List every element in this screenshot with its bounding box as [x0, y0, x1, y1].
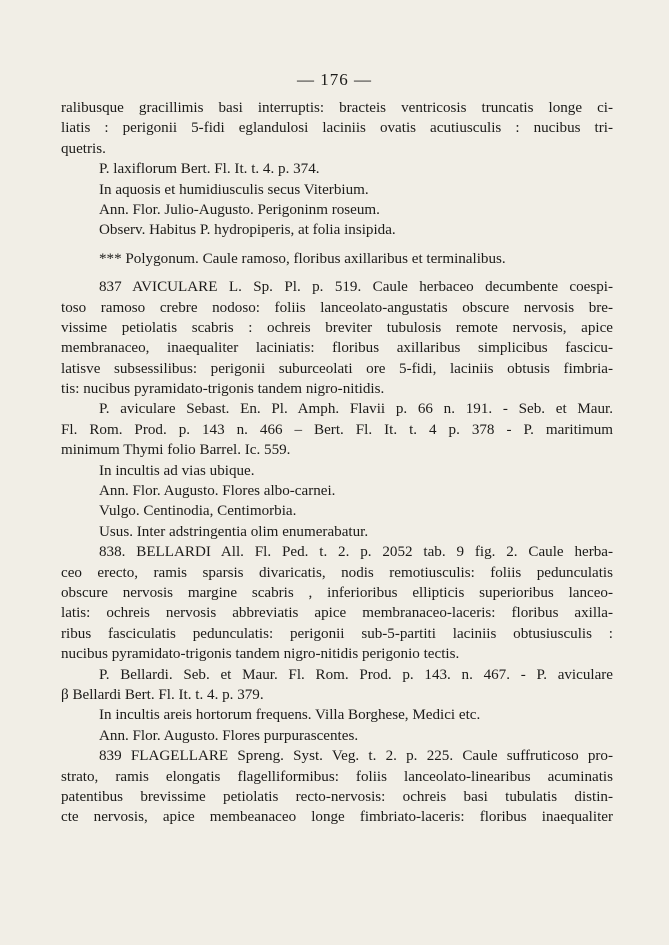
body-text: [61, 98, 613, 828]
text-line: latisve subsessilibus: perigonii suburceolati ore 5-fidi, laciniis obtusis fimbria-: [61, 360, 613, 377]
species-heading-837: 837 AVICULARE L. Sp. Pl. p. 519. Caule herbaceo decumbente coespi-: [99, 279, 613, 296]
species-heading-838: 838. BELLARDI All. Fl. Ped. t. 2. p. 2052 tab. 9 fig. 2. Caule herba-: [99, 544, 613, 561]
text-line: minimum Thymi folio Barrel. Ic. 559.: [61, 442, 291, 459]
section-heading: *** Polygonum. Caule ramoso, floribus axillaribus et terminalibus.: [99, 250, 506, 267]
text-line: Ann. Flor. Augusto. Flores albo-carnei.: [99, 483, 336, 500]
page-number: — 176 —: [297, 70, 372, 89]
text-line: β Bellardi Bert. Fl. It. t. 4. p. 379.: [61, 686, 264, 703]
text-line: Ann. Flor. Julio-Augusto. Perigoninm roseum.: [99, 201, 380, 218]
text-line: patentibus brevissime petiolatis recto-nervosis: ochreis basi tubulatis distin-: [61, 788, 613, 805]
text-line: obscure nervosis margine scabris , inferioribus ellipticis superioribus lanceo-: [61, 584, 613, 601]
text-line: Usus. Inter adstringentia olim enumerabatur.: [99, 523, 369, 540]
text-line: In incultis areis hortorum frequens. Villa Borghese, Medici etc.: [99, 707, 481, 724]
text-line: vissime petiolatis scabris : ochreis breviter tubulosis remote nervosis, apice: [61, 319, 613, 336]
text-line: In aquosis et humidiusculis secus Viterbium.: [99, 181, 369, 198]
text-line: ribus fasciculatis pedunculatis: perigonii sub-5-partiti laciniis obtusiusculis :: [61, 625, 613, 642]
text-line: Vulgo. Centinodia, Centimorbia.: [99, 503, 297, 520]
text-line: cte nervosis, apice membeanaceo longe fimbriato-laceris: floribus inaequaliter: [61, 809, 613, 826]
text-line: latis: ochreis nervosis abbreviatis apice membranaceo-laceris: floribus axilla-: [61, 605, 613, 622]
text-line: Observ. Habitus P. hydropiperis, at folia insipida.: [99, 222, 396, 239]
text-line: tis: nucibus pyramidato-trigonis tandem nigro-nitidis.: [61, 381, 385, 398]
text-line: Ann. Flor. Augusto. Flores purpurascentes.: [99, 727, 359, 744]
text-line: strato, ramis elongatis flagelliformibus: foliis lanceolato-linearibus acuminatis: [61, 768, 613, 785]
text-line: nucibus pyramidato-trigonis tandem nigro-nitidis perigonio tectis.: [61, 646, 460, 663]
text-line: P. laxiflorum Bert. Fl. It. t. 4. p. 374.: [99, 161, 320, 178]
text-line: Fl. Rom. Prod. p. 143 n. 466 – Bert. Fl. It. t. 4 p. 378 - P. maritimum: [61, 421, 613, 438]
text-line: P. aviculare Sebast. En. Pl. Amph. Flavii p. 66 n. 191. - Seb. et Maur.: [99, 401, 613, 418]
text-line: membranaceo, inaequaliter laciniatis: floribus axillaribus simplicibus fascicu-: [61, 340, 613, 357]
text-line: In incultis ad vias ubique.: [99, 462, 255, 479]
text-line: toso ramoso crebre nodoso: foliis lanceolato-angustatis obscure nervosis bre-: [61, 299, 613, 316]
text-line: quetris.: [61, 140, 106, 157]
species-heading-839: 839 FLAGELLARE Spreng. Syst. Veg. t. 2. p. 225. Caule suffruticoso pro-: [99, 748, 613, 765]
text-line: P. Bellardi. Seb. et Maur. Fl. Rom. Prod. p. 143. n. 467. - P. aviculare: [99, 666, 613, 683]
text-line: ceo erecto, ramis sparsis divaricatis, nodis remotiusculis: foliis pedunculatis: [61, 564, 613, 581]
text-line: ralibusque gracillimis basi interruptis: bracteis ventricosis truncatis longe ci-: [61, 100, 613, 116]
text-line: liatis : perigonii 5-fidi eglandulosi laciniis ovatis acutiusculis : nucibus tri-: [61, 120, 613, 137]
